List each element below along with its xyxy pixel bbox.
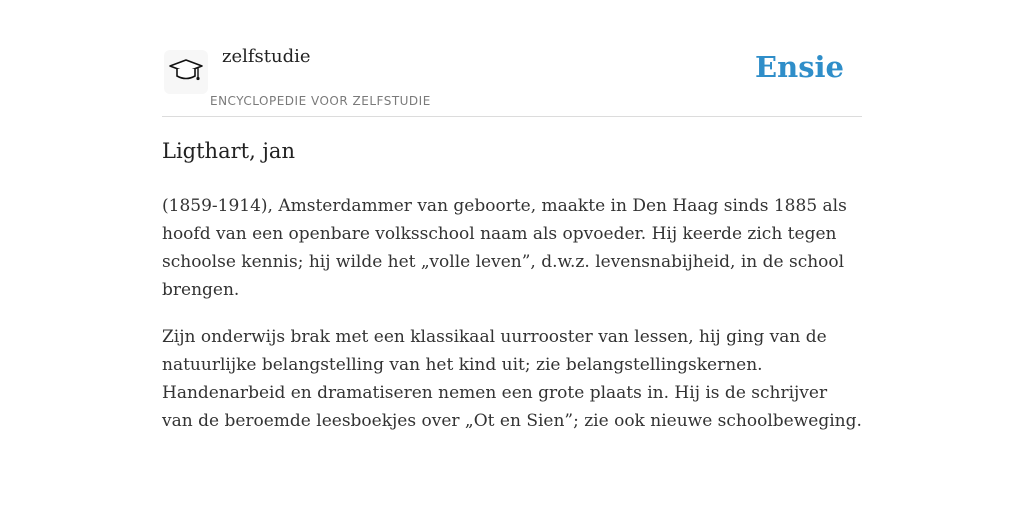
site-header [162,0,862,117]
site-name[interactable]: zelfstudie [222,46,311,67]
brand-logo-link[interactable]: Ensie [755,50,844,84]
entry-title: Ligthart, jan [162,139,295,163]
site-tagline: ENCYCLOPEDIE VOOR ZELFSTUDIE [210,94,431,108]
entry-paragraph: (1859-1914), Amsterdammer van geboorte, maakte in Den Haag sinds 1885 als hoofd van een openbare volksschool naam als opvoeder. Hij keerde zich tegen schoolse kennis; hij wilde het „volle leven”, d.w.z. levensnabijheid, in de school brengen. [162,196,847,300]
graduation-cap-icon[interactable] [164,50,208,94]
entry-content [162,192,862,454]
entry-paragraph: Zijn onderwijs brak met een klassikaal uurrooster van lessen, hij ging van de natuurlijke belangstelling van het kind uit; zie belangstellingskernen. Handenarbeid en dramatiseren nemen een grote plaats in. Hij is de schrijver van de beroemde leesboekjes over „Ot en Sien”; zie ook nieuwe schoolbeweging. [162,327,862,431]
graduation-cap-icon-glyph [168,56,204,86]
